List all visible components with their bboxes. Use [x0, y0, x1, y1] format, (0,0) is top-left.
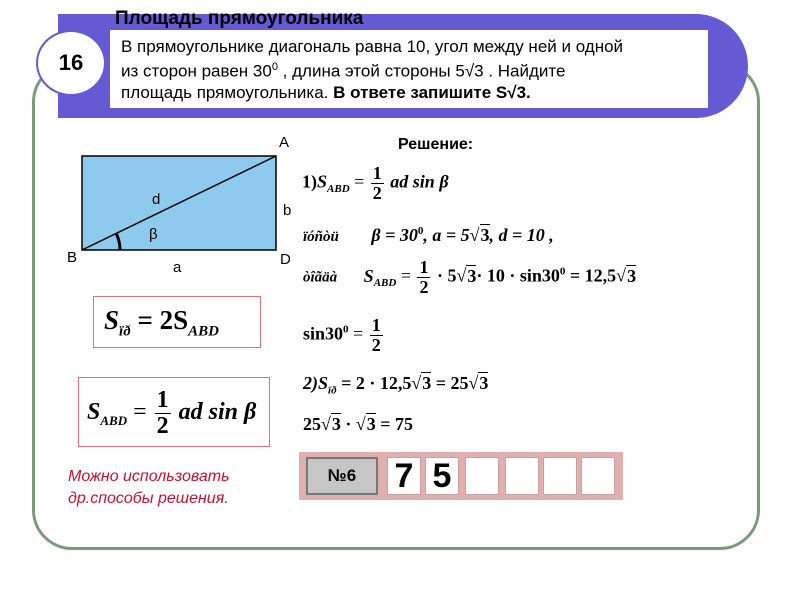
problem-line-3: площадь прямоугольника. В ответе запишите S√3. — [121, 82, 531, 102]
page-title: Площадь прямоугольника — [115, 8, 364, 29]
answer-cell-1[interactable]: 7 — [387, 457, 421, 495]
solution-line-6: 25√3 · √3 = 75 — [303, 414, 414, 434]
diagonal-label: d — [152, 191, 161, 208]
vertex-d-label: D — [280, 251, 291, 268]
side-b-label: b — [283, 202, 292, 219]
answer-cell-6[interactable] — [581, 457, 615, 495]
vertex-a-label: A — [279, 134, 290, 151]
problem-line-2: из сторон равен $30^0$ , длина этой стороны 5√3 . Найдите — [121, 61, 566, 81]
answer-label: №6 — [306, 457, 378, 495]
angle-label: β — [149, 226, 158, 243]
problem-line-1: В прямоугольнике диагональ равна 10, угол между ней и одной — [121, 37, 624, 56]
problem-number-badge: 16 — [36, 30, 106, 96]
side-a-label: a — [173, 259, 182, 276]
answer-cell-2[interactable]: 5 — [425, 457, 459, 495]
alternative-methods-note: Можно использовать др.способы решения. — [68, 468, 230, 507]
vertex-b-label: B — [67, 249, 78, 266]
solution-line-3: òîãäà $S_{ABD}$ = $\frac{1}{2}$ · $5√3\cdot 10 \cdot \sin 30^0 = 12,5√3$ — [303, 257, 637, 297]
problem-statement — [121, 36, 711, 103]
solution-heading: Решение: — [398, 136, 474, 153]
solution-line-4: $\sin 30^0$ = $\frac{1}{2}$ — [303, 315, 381, 355]
answer-cell-3[interactable] — [465, 457, 499, 495]
answer-grid — [299, 452, 623, 500]
answer-cell-4[interactable] — [505, 457, 539, 495]
solution-line-2: ïóñòü $\beta = 30^0$, a = 5√3, d = 10 , — [303, 225, 554, 245]
triangle-area-formula-box — [78, 377, 270, 447]
rectangle-area-formula-box — [93, 296, 261, 348]
triangle-area-formula: $S_{ABD}$ = $\frac{1}{2}$ ad sin β — [87, 387, 257, 440]
answer-cell-5[interactable] — [543, 457, 577, 495]
rectangle-area-formula: $S_{ïð} = 2S_{ABD}$ — [104, 305, 219, 340]
solution-line-1: $1)S_{ABD}$ = $\frac{1}{2}$ ad sin β — [302, 163, 449, 203]
solution-line-5: $2)S_{ïð} = 2 \cdot 12,5√3 = 25√3$ — [303, 373, 489, 397]
rectangle-diagram — [60, 130, 310, 280]
